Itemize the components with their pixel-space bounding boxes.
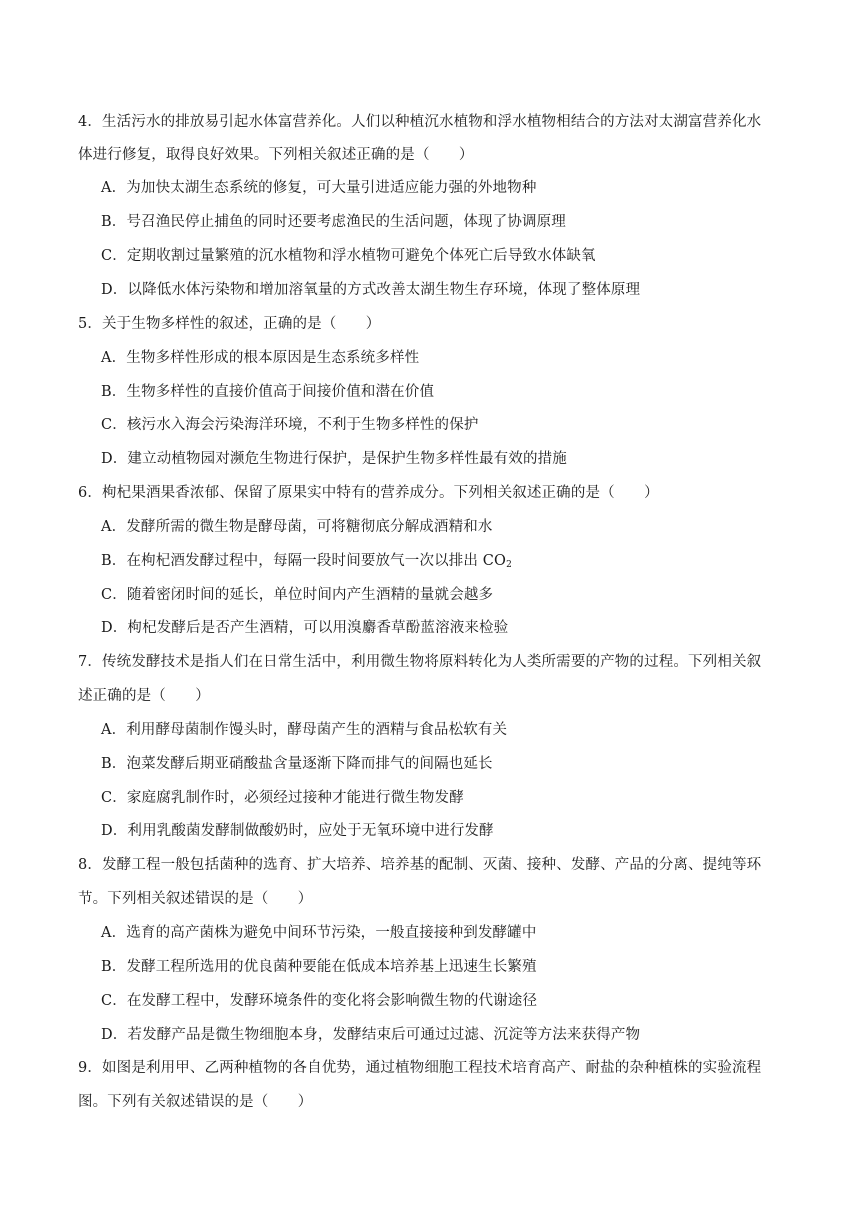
question-4-option-b: B．号召渔民停止捕鱼的同时还要考虑渔民的生活问题，体现了协调原理 — [101, 214, 566, 230]
question-7-stem-line-2: 述正确的是（ ） — [78, 688, 210, 704]
question-5-option-a: A．生物多样性形成的根本原因是生态系统多样性 — [101, 350, 420, 366]
question-6-option-a: A．发酵所需的微生物是酵母菌，可将糖彻底分解成酒精和水 — [101, 519, 493, 535]
question-7-option-d: D．利用乳酸菌发酵制做酸奶时，应处于无氧环境中进行发酵 — [101, 823, 494, 839]
question-6-option-b-text: B．在枸杞酒发酵过程中，每隔一段时间要放气一次以排出 CO — [101, 553, 507, 569]
question-8-option-a: A．选育的高产菌株为避免中间环节污染，一般直接接种到发酵罐中 — [101, 925, 537, 941]
question-8-option-d: D．若发酵产品是微生物细胞本身，发酵结束后可通过过滤、沉淀等方法来获得产物 — [101, 1027, 641, 1043]
question-5-option-d: D．建立动植物园对濒危生物进行保护，是保护生物多样性最有效的措施 — [101, 451, 567, 467]
question-7-stem-line-1: 7．传统发酵技术是指人们在日常生活中，利用微生物将原料转化为人类所需要的产物的过程。下列相关叙 — [78, 654, 762, 670]
question-7-option-a: A．利用酵母菌制作馒头时，酵母菌产生的酒精与食品松软有关 — [101, 722, 508, 738]
question-6-option-c: C．随着密闭时间的延长，单位时间内产生酒精的量就会越多 — [101, 587, 494, 603]
question-4-option-d: D．以降低水体污染物和增加溶氧量的方式改善太湖生物生存环境，体现了整体原理 — [101, 282, 641, 298]
question-4-stem-line-2: 体进行修复，取得良好效果。下列相关叙述正确的是（ ） — [78, 147, 474, 163]
co2-subscript: 2 — [506, 560, 512, 570]
question-9-stem-line-2: 图。下列有关叙述错误的是（ ） — [78, 1094, 313, 1110]
question-7-option-b: B．泡菜发酵后期亚硝酸盐含量逐渐下降而排气的间隔也延长 — [101, 756, 493, 772]
question-4-stem-line-1: 4．生活污水的排放易引起水体富营养化。人们以种植沉水植物和浮水植物相结合的方法对太湖富营养化水 — [78, 114, 762, 130]
question-8-option-c: C．在发酵工程中，发酵环境条件的变化将会影响微生物的代谢途径 — [101, 993, 538, 1009]
question-4-option-c: C．定期收割过量繁殖的沉水植物和浮水植物可避免个体死亡后导致水体缺氧 — [101, 248, 596, 264]
question-8-stem-line-1: 8．发酵工程一般包括菌种的选育、扩大培养、培养基的配制、灭菌、接种、发酵、产品的分离、提纯等环 — [78, 857, 762, 873]
question-6-option-d: D．枸杞发酵后是否产生酒精，可以用溴麝香草酚蓝溶液来检验 — [101, 620, 509, 636]
question-8-stem-line-2: 节。下列相关叙述错误的是（ ） — [78, 891, 313, 907]
question-9-stem-line-1: 9．如图是利用甲、乙两种植物的各自优势，通过植物细胞工程技术培育高产、耐盐的杂种植株的实验流程 — [78, 1060, 762, 1076]
question-6-option-b — [101, 551, 512, 571]
question-6-stem: 6．枸杞果酒果香浓郁、保留了原果实中特有的营养成分。下列相关叙述正确的是（ ） — [78, 485, 659, 501]
question-7-option-c: C．家庭腐乳制作时，必须经过接种才能进行微生物发酵 — [101, 790, 464, 806]
question-5-option-b: B．生物多样性的直接价值高于间接价值和潜在价值 — [101, 384, 435, 400]
question-4-option-a: A．为加快太湖生态系统的修复，可大量引进适应能力强的外地物种 — [101, 180, 537, 196]
question-5-option-c: C．核污水入海会污染海洋环境，不利于生物多样性的保护 — [101, 417, 479, 433]
question-5-stem: 5．关于生物多样性的叙述，正确的是（ ） — [78, 316, 381, 332]
question-8-option-b: B．发酵工程所选用的优良菌种要能在低成本培养基上迅速生长繁殖 — [101, 959, 537, 975]
